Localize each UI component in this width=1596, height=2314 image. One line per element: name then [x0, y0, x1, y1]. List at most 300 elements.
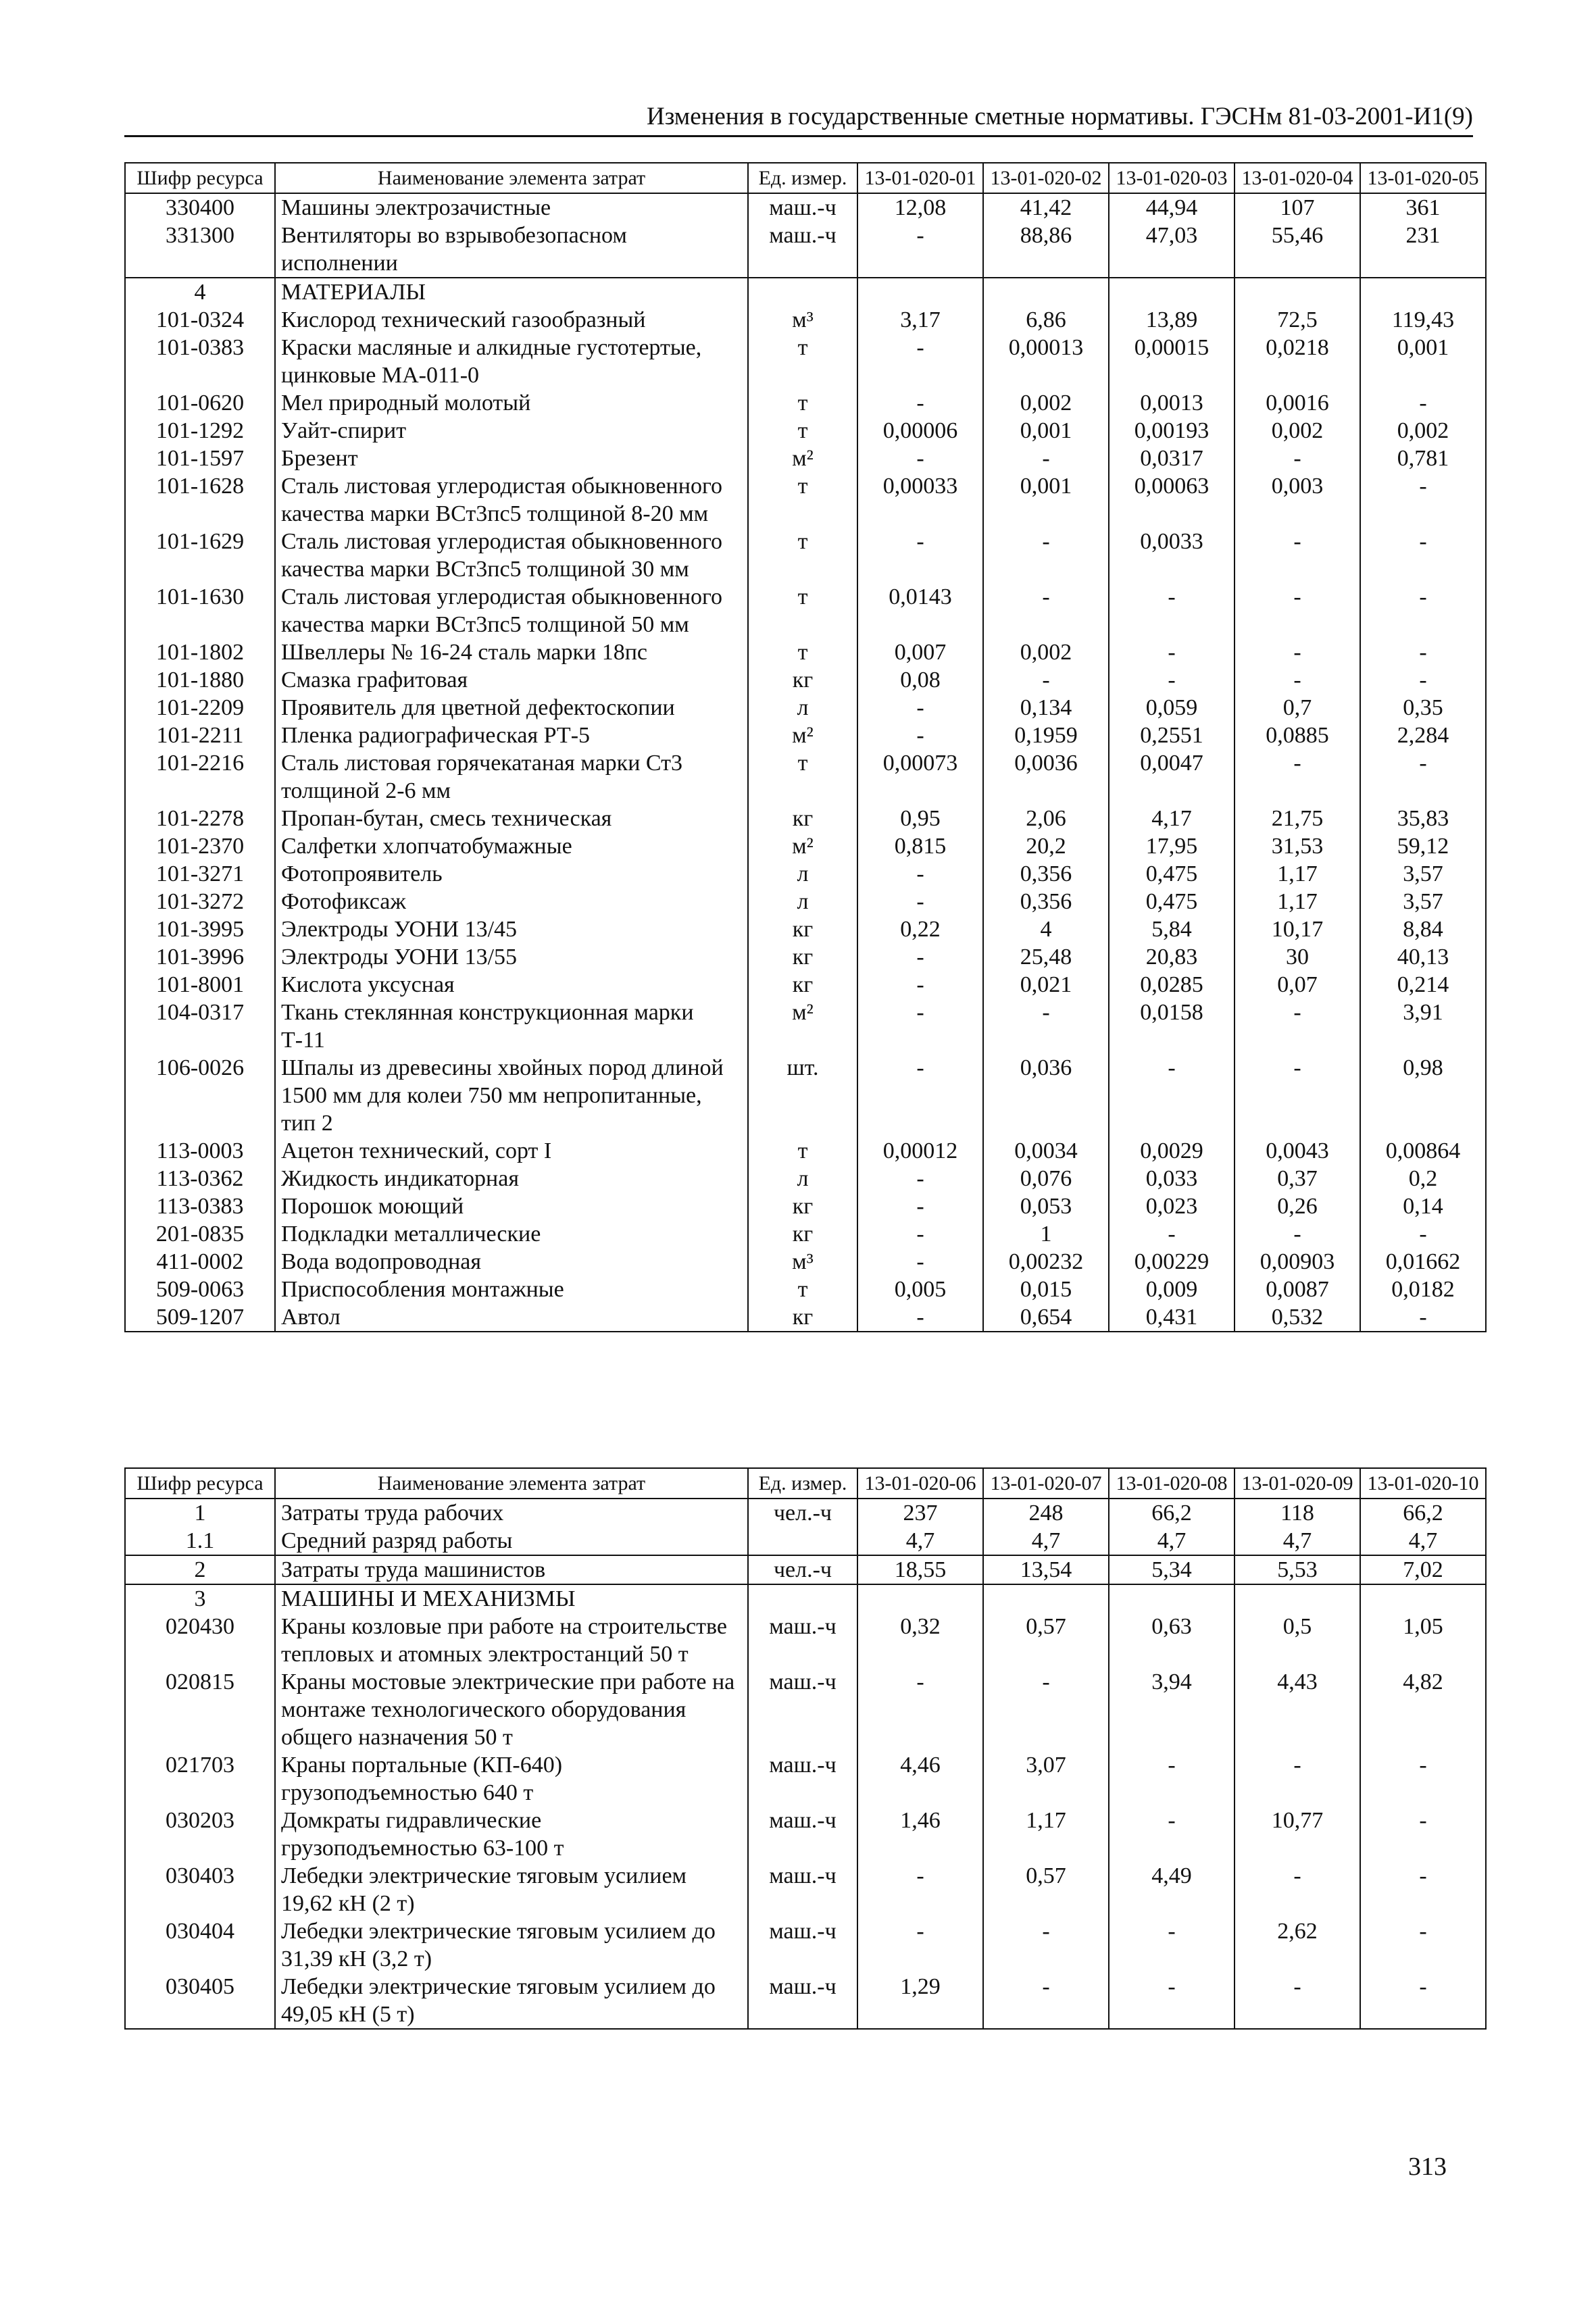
cost-element-name: МАШИНЫ И МЕХАНИЗМЫ: [275, 1584, 748, 1613]
value-cell: 0,00193: [1109, 417, 1235, 445]
value-cell: -: [857, 1248, 983, 1276]
table-row: [125, 1137, 1486, 1165]
value-cell: 0,0143: [857, 583, 983, 638]
page-number: 313: [1408, 2153, 1447, 2181]
value-cell: 0,35: [1360, 694, 1486, 722]
value-cell: [1235, 1584, 1360, 1613]
col-header-norm: 13-01-020-06: [857, 1468, 983, 1499]
value-cell: 17,95: [1109, 832, 1235, 860]
value-cell: -: [857, 445, 983, 472]
table-row: [125, 749, 1486, 805]
resource-code: 101-8001: [125, 971, 275, 999]
value-cell: -: [1360, 472, 1486, 528]
value-cell: [983, 278, 1109, 306]
cost-element-name: Краны козловые при работе на строительстве тепловых и атомных электростанций 50 т: [275, 1613, 748, 1668]
cost-element-name: Электроды УОНИ 13/45: [275, 915, 748, 943]
value-cell: 4,46: [857, 1751, 983, 1807]
unit-cell: л: [748, 860, 857, 888]
cost-element-name: Мел природный молотый: [275, 389, 748, 417]
cost-element-name: Кислота уксусная: [275, 971, 748, 999]
value-cell: [1235, 278, 1360, 306]
cost-element-name: Сталь листовая углеродистая обыкновенного качества марки ВСт3пс5 толщиной 50 мм: [275, 583, 748, 638]
value-cell: 0,134: [983, 694, 1109, 722]
value-cell: 0,002: [1235, 417, 1360, 445]
cost-element-name: Затраты труда машинистов: [275, 1555, 748, 1584]
value-cell: 119,43: [1360, 306, 1486, 334]
value-cell: 0,015: [983, 1276, 1109, 1303]
cost-element-name: Жидкость индикаторная: [275, 1165, 748, 1192]
cost-element-name: Сталь листовая углеродистая обыкновенного качества марки ВСт3пс5 толщиной 30 мм: [275, 528, 748, 583]
value-cell: 0,0218: [1235, 334, 1360, 389]
value-cell: -: [1360, 1807, 1486, 1862]
unit-cell: т: [748, 334, 857, 389]
resource-code: 101-2370: [125, 832, 275, 860]
section-row: [125, 1584, 1486, 1613]
value-cell: -: [1109, 1751, 1235, 1807]
value-cell: -: [1360, 583, 1486, 638]
value-cell: 4,7: [857, 1527, 983, 1555]
value-cell: 0,0885: [1235, 722, 1360, 749]
resource-code: 101-3271: [125, 860, 275, 888]
value-cell: [857, 1584, 983, 1613]
cost-element-name: Сталь листовая углеродистая обыкновенного качества марки ВСт3пс5 толщиной 8-20 мм: [275, 472, 748, 528]
value-cell: 4: [983, 915, 1109, 943]
resource-code: 330400: [125, 193, 275, 222]
value-cell: 0,07: [1235, 971, 1360, 999]
value-cell: 1,46: [857, 1807, 983, 1862]
table-row: [125, 1973, 1486, 2029]
value-cell: 107: [1235, 193, 1360, 222]
cost-element-name: Машины электрозачистные: [275, 193, 748, 222]
value-cell: 0,14: [1360, 1192, 1486, 1220]
value-cell: -: [1360, 638, 1486, 666]
unit-cell: т: [748, 638, 857, 666]
value-cell: 0,654: [983, 1303, 1109, 1332]
resource-code: 113-0383: [125, 1192, 275, 1220]
value-cell: 0,00073: [857, 749, 983, 805]
value-cell: 3,17: [857, 306, 983, 334]
table-row: [125, 1192, 1486, 1220]
value-cell: 0,7: [1235, 694, 1360, 722]
unit-cell: кг: [748, 1192, 857, 1220]
value-cell: -: [1109, 638, 1235, 666]
table-row: [125, 1862, 1486, 1917]
table-row: [125, 583, 1486, 638]
unit-cell: маш.-ч: [748, 1807, 857, 1862]
value-cell: -: [1360, 1862, 1486, 1917]
cost-element-name: Кислород технический газообразный: [275, 306, 748, 334]
resource-code: 509-0063: [125, 1276, 275, 1303]
value-cell: [1109, 278, 1235, 306]
value-cell: [983, 1584, 1109, 1613]
value-cell: -: [1109, 1807, 1235, 1862]
col-header-norm: 13-01-020-04: [1235, 163, 1360, 193]
unit-cell: [748, 278, 857, 306]
value-cell: 72,5: [1235, 306, 1360, 334]
value-cell: 0,001: [983, 472, 1109, 528]
value-cell: 0,475: [1109, 888, 1235, 915]
unit-cell: т: [748, 472, 857, 528]
value-cell: 1: [983, 1220, 1109, 1248]
resource-code: 101-1628: [125, 472, 275, 528]
table-row: [125, 445, 1486, 472]
section-row: [125, 1499, 1486, 1527]
value-cell: 231: [1360, 222, 1486, 278]
norms-table-1: [124, 162, 1487, 1332]
value-cell: 0,37: [1235, 1165, 1360, 1192]
cost-element-name: Швеллеры № 16-24 сталь марки 18пс: [275, 638, 748, 666]
header-title: Изменения в государственные сметные нормативы. ГЭСНм 81-03-2001-И1(9): [646, 103, 1473, 130]
value-cell: -: [1235, 666, 1360, 694]
table-row: [125, 860, 1486, 888]
unit-cell: м²: [748, 832, 857, 860]
unit-cell: [748, 1527, 857, 1555]
cost-element-name: Автол: [275, 1303, 748, 1332]
table-row: [125, 1668, 1486, 1751]
value-cell: 2,284: [1360, 722, 1486, 749]
value-cell: 0,0029: [1109, 1137, 1235, 1165]
resource-code: 030203: [125, 1807, 275, 1862]
table-row: [125, 1220, 1486, 1248]
value-cell: 0,023: [1109, 1192, 1235, 1220]
value-cell: -: [857, 722, 983, 749]
value-cell: 0,356: [983, 888, 1109, 915]
value-cell: 0,57: [983, 1613, 1109, 1668]
table-row: [125, 193, 1486, 222]
value-cell: 0,475: [1109, 860, 1235, 888]
resource-code: 2: [125, 1555, 275, 1584]
value-cell: 0,0317: [1109, 445, 1235, 472]
value-cell: -: [1235, 1973, 1360, 2029]
cost-element-name: Салфетки хлопчатобумажные: [275, 832, 748, 860]
table-header-row: [125, 1468, 1486, 1499]
value-cell: 20,83: [1109, 943, 1235, 971]
value-cell: 0,1959: [983, 722, 1109, 749]
table-row: [125, 1054, 1486, 1137]
value-cell: 0,63: [1109, 1613, 1235, 1668]
value-cell: 4,82: [1360, 1668, 1486, 1751]
table-row: [125, 805, 1486, 832]
value-cell: 0,815: [857, 832, 983, 860]
value-cell: -: [857, 1917, 983, 1973]
resource-code: 101-2216: [125, 749, 275, 805]
table-row: [125, 1248, 1486, 1276]
resource-code: 101-3995: [125, 915, 275, 943]
col-header-norm: 13-01-020-10: [1360, 1468, 1486, 1499]
value-cell: 5,53: [1235, 1555, 1360, 1584]
value-cell: 66,2: [1109, 1499, 1235, 1527]
value-cell: 0,0047: [1109, 749, 1235, 805]
value-cell: -: [1109, 666, 1235, 694]
value-cell: -: [857, 222, 983, 278]
value-cell: 25,48: [983, 943, 1109, 971]
table-row: [125, 694, 1486, 722]
resource-code: 509-1207: [125, 1303, 275, 1332]
cost-element-name: Фотофиксаж: [275, 888, 748, 915]
value-cell: 5,34: [1109, 1555, 1235, 1584]
value-cell: 0,036: [983, 1054, 1109, 1137]
value-cell: 0,053: [983, 1192, 1109, 1220]
unit-cell: маш.-ч: [748, 1862, 857, 1917]
unit-cell: кг: [748, 915, 857, 943]
cost-element-name: Пропан-бутан, смесь техническая: [275, 805, 748, 832]
table-header-row: [125, 163, 1486, 193]
running-header: [124, 100, 1473, 137]
resource-code: 101-0383: [125, 334, 275, 389]
cost-element-name: Лебедки электрические тяговым усилием до 49,05 кН (5 т): [275, 1973, 748, 2029]
value-cell: [1360, 278, 1486, 306]
value-cell: -: [857, 943, 983, 971]
resource-code: 101-2209: [125, 694, 275, 722]
value-cell: 0,0158: [1109, 999, 1235, 1054]
value-cell: 0,26: [1235, 1192, 1360, 1220]
value-cell: 361: [1360, 193, 1486, 222]
resource-code: 101-0620: [125, 389, 275, 417]
value-cell: 12,08: [857, 193, 983, 222]
cost-element-name: Приспособления монтажные: [275, 1276, 748, 1303]
value-cell: -: [1235, 1862, 1360, 1917]
value-cell: 30: [1235, 943, 1360, 971]
resource-code: 101-2211: [125, 722, 275, 749]
unit-cell: кг: [748, 1220, 857, 1248]
value-cell: 21,75: [1235, 805, 1360, 832]
value-cell: 0,532: [1235, 1303, 1360, 1332]
value-cell: 3,57: [1360, 888, 1486, 915]
resource-code: 101-1597: [125, 445, 275, 472]
value-cell: 35,83: [1360, 805, 1486, 832]
section-row: [125, 1555, 1486, 1584]
cost-element-name: Пленка радиографическая РТ-5: [275, 722, 748, 749]
table-row: [125, 1613, 1486, 1668]
value-cell: 0,003: [1235, 472, 1360, 528]
value-cell: 0,007: [857, 638, 983, 666]
unit-cell: маш.-ч: [748, 1613, 857, 1668]
cost-element-name: Брезент: [275, 445, 748, 472]
value-cell: 40,13: [1360, 943, 1486, 971]
value-cell: -: [983, 1917, 1109, 1973]
table-row: [125, 1303, 1486, 1332]
resource-code: 4: [125, 278, 275, 306]
value-cell: 0,0034: [983, 1137, 1109, 1165]
unit-cell: маш.-ч: [748, 1973, 857, 2029]
unit-cell: м³: [748, 1248, 857, 1276]
col-header-name: Наименование элемента затрат: [275, 163, 748, 193]
value-cell: 118: [1235, 1499, 1360, 1527]
col-header-norm: 13-01-020-08: [1109, 1468, 1235, 1499]
value-cell: 13,54: [983, 1555, 1109, 1584]
value-cell: 0,22: [857, 915, 983, 943]
table-row: [125, 1917, 1486, 1973]
cost-element-name: Ацетон технический, сорт I: [275, 1137, 748, 1165]
table-row: [125, 943, 1486, 971]
value-cell: 66,2: [1360, 1499, 1486, 1527]
table-row: [125, 1527, 1486, 1555]
unit-cell: т: [748, 583, 857, 638]
value-cell: 0,0033: [1109, 528, 1235, 583]
value-cell: -: [1235, 1054, 1360, 1137]
value-cell: -: [1109, 1054, 1235, 1137]
value-cell: 8,84: [1360, 915, 1486, 943]
resource-code: 106-0026: [125, 1054, 275, 1137]
value-cell: -: [983, 583, 1109, 638]
value-cell: 0,356: [983, 860, 1109, 888]
table-row: [125, 222, 1486, 278]
col-header-unit: Ед. измер.: [748, 1468, 857, 1499]
value-cell: 0,00033: [857, 472, 983, 528]
unit-cell: кг: [748, 666, 857, 694]
resource-code: 1.1: [125, 1527, 275, 1555]
unit-cell: л: [748, 694, 857, 722]
resource-code: 101-0324: [125, 306, 275, 334]
unit-cell: кг: [748, 805, 857, 832]
value-cell: 0,5: [1235, 1613, 1360, 1668]
value-cell: 0,0043: [1235, 1137, 1360, 1165]
col-header-name: Наименование элемента затрат: [275, 1468, 748, 1499]
unit-cell: маш.-ч: [748, 222, 857, 278]
cost-element-name: Затраты труда рабочих: [275, 1499, 748, 1527]
value-cell: 0,001: [983, 417, 1109, 445]
value-cell: -: [857, 888, 983, 915]
value-cell: 20,2: [983, 832, 1109, 860]
value-cell: 44,94: [1109, 193, 1235, 222]
cost-element-name: Вода водопроводная: [275, 1248, 748, 1276]
value-cell: -: [857, 860, 983, 888]
value-cell: 0,00006: [857, 417, 983, 445]
value-cell: 1,05: [1360, 1613, 1486, 1668]
col-header-norm: 13-01-020-05: [1360, 163, 1486, 193]
value-cell: 0,059: [1109, 694, 1235, 722]
cost-element-name: Лебедки электрические тяговым усилием 19,62 кН (2 т): [275, 1862, 748, 1917]
col-header-unit: Ед. измер.: [748, 163, 857, 193]
value-cell: 3,07: [983, 1751, 1109, 1807]
value-cell: 0,002: [983, 389, 1109, 417]
cost-element-name: Средний разряд работы: [275, 1527, 748, 1555]
unit-cell: маш.-ч: [748, 193, 857, 222]
unit-cell: т: [748, 1137, 857, 1165]
value-cell: 0,0285: [1109, 971, 1235, 999]
value-cell: -: [1235, 999, 1360, 1054]
resource-code: 101-1292: [125, 417, 275, 445]
value-cell: 4,7: [983, 1527, 1109, 1555]
value-cell: 7,02: [1360, 1555, 1486, 1584]
cost-element-name: Уайт-спирит: [275, 417, 748, 445]
value-cell: -: [1109, 583, 1235, 638]
value-cell: 0,0182: [1360, 1276, 1486, 1303]
value-cell: -: [857, 971, 983, 999]
unit-cell: чел.-ч: [748, 1555, 857, 1584]
resource-code: 101-1629: [125, 528, 275, 583]
unit-cell: т: [748, 389, 857, 417]
resource-code: 021703: [125, 1751, 275, 1807]
value-cell: 55,46: [1235, 222, 1360, 278]
unit-cell: шт.: [748, 1054, 857, 1137]
table-row: [125, 472, 1486, 528]
value-cell: 18,55: [857, 1555, 983, 1584]
table-row: [125, 389, 1486, 417]
section-row: [125, 278, 1486, 306]
unit-cell: л: [748, 888, 857, 915]
value-cell: -: [857, 528, 983, 583]
unit-cell: чел.-ч: [748, 1499, 857, 1527]
col-header-code: Шифр ресурса: [125, 163, 275, 193]
value-cell: 0,781: [1360, 445, 1486, 472]
value-cell: 88,86: [983, 222, 1109, 278]
table-row: [125, 1807, 1486, 1862]
value-cell: 0,95: [857, 805, 983, 832]
value-cell: -: [857, 1220, 983, 1248]
table-row: [125, 722, 1486, 749]
unit-cell: м²: [748, 999, 857, 1054]
value-cell: -: [1360, 1220, 1486, 1248]
value-cell: 0,00229: [1109, 1248, 1235, 1276]
resource-code: 1: [125, 1499, 275, 1527]
value-cell: -: [857, 999, 983, 1054]
resource-code: 101-1802: [125, 638, 275, 666]
value-cell: 4,49: [1109, 1862, 1235, 1917]
table-row: [125, 417, 1486, 445]
cost-element-name: Ткань стеклянная конструкционная марки Т-11: [275, 999, 748, 1054]
value-cell: 41,42: [983, 193, 1109, 222]
value-cell: 1,17: [983, 1807, 1109, 1862]
value-cell: -: [1360, 528, 1486, 583]
value-cell: [1360, 1584, 1486, 1613]
value-cell: 0,005: [857, 1276, 983, 1303]
value-cell: 0,00903: [1235, 1248, 1360, 1276]
value-cell: 3,94: [1109, 1668, 1235, 1751]
cost-element-name: МАТЕРИАЛЫ: [275, 278, 748, 306]
value-cell: -: [857, 694, 983, 722]
unit-cell: маш.-ч: [748, 1668, 857, 1751]
table-row: [125, 638, 1486, 666]
value-cell: -: [1235, 749, 1360, 805]
value-cell: -: [1235, 1220, 1360, 1248]
value-cell: 0,2: [1360, 1165, 1486, 1192]
table-row: [125, 306, 1486, 334]
value-cell: 0,0036: [983, 749, 1109, 805]
value-cell: 1,17: [1235, 888, 1360, 915]
col-header-norm: 13-01-020-09: [1235, 1468, 1360, 1499]
unit-cell: маш.-ч: [748, 1751, 857, 1807]
resource-code: 101-2278: [125, 805, 275, 832]
value-cell: 0,00063: [1109, 472, 1235, 528]
cost-element-name: Краны мостовые электрические при работе на монтаже технологического оборудования общего назначения 50 т: [275, 1668, 748, 1751]
resource-code: 101-3272: [125, 888, 275, 915]
col-header-norm: 13-01-020-01: [857, 163, 983, 193]
value-cell: -: [857, 1303, 983, 1332]
cost-element-name: Лебедки электрические тяговым усилием до 31,39 кН (3,2 т): [275, 1917, 748, 1973]
unit-cell: м³: [748, 306, 857, 334]
table-row: [125, 1276, 1486, 1303]
value-cell: 1,17: [1235, 860, 1360, 888]
value-cell: 59,12: [1360, 832, 1486, 860]
table-row: [125, 1165, 1486, 1192]
value-cell: 31,53: [1235, 832, 1360, 860]
value-cell: -: [1360, 1917, 1486, 1973]
unit-cell: т: [748, 749, 857, 805]
value-cell: -: [857, 1054, 983, 1137]
value-cell: -: [1360, 1751, 1486, 1807]
value-cell: -: [1109, 1917, 1235, 1973]
value-cell: -: [983, 666, 1109, 694]
resource-code: 020815: [125, 1668, 275, 1751]
table-row: [125, 334, 1486, 389]
cost-element-name: Вентиляторы во взрывобезопасном исполнении: [275, 222, 748, 278]
value-cell: 0,001: [1360, 334, 1486, 389]
value-cell: -: [857, 334, 983, 389]
value-cell: 6,86: [983, 306, 1109, 334]
value-cell: 4,43: [1235, 1668, 1360, 1751]
resource-code: 030405: [125, 1973, 275, 2029]
